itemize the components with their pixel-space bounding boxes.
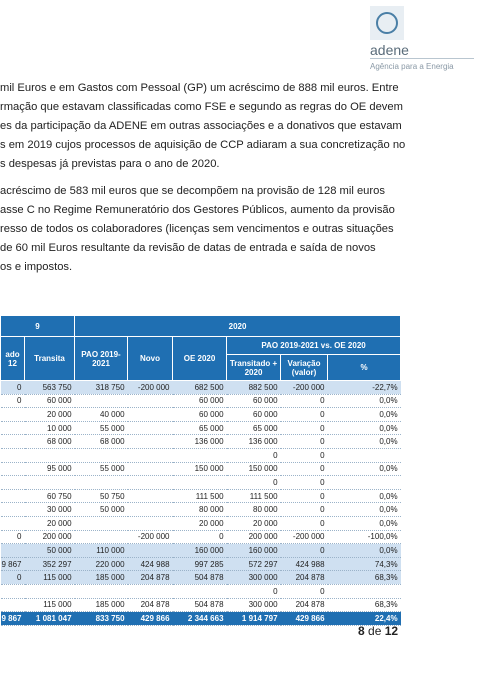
table-cell: 68 000 (75, 435, 128, 449)
table-cell: 0 (281, 503, 328, 517)
table-cell: 68,3% (328, 598, 401, 612)
table-cell: 136 000 (227, 435, 281, 449)
table-cell (328, 476, 401, 490)
table-cell: 0 (227, 476, 281, 490)
table-row (1, 557, 401, 571)
logo-name: adene (370, 42, 409, 58)
logo-tagline: Agência para a Energia (370, 62, 454, 71)
table-cell (75, 584, 128, 598)
table-cell: 682 500 (173, 381, 227, 395)
table-cell: 115 000 (25, 571, 75, 585)
table-cell: 60 000 (173, 394, 227, 408)
table-cell: 0,0% (328, 544, 401, 558)
table-cell: 150 000 (227, 462, 281, 476)
table-cell: 563 750 (25, 381, 75, 395)
text-line: rmação que estavam classificadas como FSE e segundo as regras do OE devem (0, 101, 403, 113)
table-cell: 55 000 (75, 421, 128, 435)
text-line: s despesas já previstas para o ano de 2020. (0, 158, 220, 170)
table-cell: 160 000 (173, 544, 227, 558)
table-cell: 2 344 663 (173, 612, 227, 626)
table-cell (75, 516, 128, 530)
table-cell: 60 000 (227, 394, 281, 408)
table-cell: 0 (281, 421, 328, 435)
table-cell (128, 421, 173, 435)
table-cell (128, 408, 173, 422)
table-row (1, 394, 401, 408)
table-cell: 200 000 (227, 530, 281, 544)
table-cell: 55 000 (75, 462, 128, 476)
table-cell (328, 584, 401, 598)
table-cell: 1 081 047 (25, 612, 75, 626)
table-cell: -200 000 (281, 530, 328, 544)
logo-divider (370, 58, 474, 59)
table-cell (75, 394, 128, 408)
table-cell: 200 000 (25, 530, 75, 544)
table-cell: 504 878 (173, 598, 227, 612)
table-cell: 185 000 (75, 571, 128, 585)
table-cell: 0,0% (328, 489, 401, 503)
table-cell: 0,0% (328, 421, 401, 435)
table-cell: 0 (281, 544, 328, 558)
table-cell: 20 000 (25, 516, 75, 530)
table-cell: 10 000 (25, 421, 75, 435)
table-row (1, 571, 401, 585)
table-cell (25, 448, 75, 462)
table-cell: 504 878 (173, 571, 227, 585)
table-cell: 220 000 (75, 557, 128, 571)
table-cell: 0 (1, 571, 25, 585)
table-cell: 60 000 (173, 408, 227, 422)
table-cell: 0 (281, 584, 328, 598)
table-cell: 0,0% (328, 516, 401, 530)
table-cell: 0,0% (328, 408, 401, 422)
table-cell: 352 297 (25, 557, 75, 571)
table-cell: 68,3% (328, 571, 401, 585)
table-cell (128, 435, 173, 449)
table-row (1, 408, 401, 422)
table-cell (128, 544, 173, 558)
table-cell: 160 000 (227, 544, 281, 558)
table-cell: 110 000 (75, 544, 128, 558)
table-cell (1, 584, 25, 598)
table-cell: 0 (281, 435, 328, 449)
table-cell: 0 (1, 381, 25, 395)
col-header-pao: PAO 2019-2021 (75, 337, 128, 381)
table-cell: 22,4% (328, 612, 401, 626)
table-cell: 0 (1, 394, 25, 408)
table-cell: 1 914 797 (227, 612, 281, 626)
table-cell (1, 408, 25, 422)
table-cell: 80 000 (173, 503, 227, 517)
table-cell (128, 476, 173, 490)
table-row (1, 503, 401, 517)
col-header-transita: Transita (25, 337, 75, 381)
budget-table (0, 315, 401, 626)
table-cell: 0 (281, 448, 328, 462)
table-cell: 0 (1, 530, 25, 544)
table-cell (1, 435, 25, 449)
table-cell (128, 503, 173, 517)
table-cell: 0 (173, 530, 227, 544)
table-cell: 9 867 (1, 612, 25, 626)
paragraph-gastos (0, 79, 470, 174)
table-cell (128, 489, 173, 503)
table-row (1, 598, 401, 612)
table-cell (173, 584, 227, 598)
table-cell (75, 476, 128, 490)
table-cell: 95 000 (25, 462, 75, 476)
col-header-transitado: ado 12 (1, 337, 25, 381)
table-cell: 40 000 (75, 408, 128, 422)
text-line: mil Euros e em Gastos com Pessoal (GP) um acréscimo de 888 mil euros. Entre (0, 82, 399, 94)
group-header-pao-vs-oe: PAO 2019-2021 vs. OE 2020 (227, 337, 401, 355)
table-cell (1, 503, 25, 517)
table-cell: 30 000 (25, 503, 75, 517)
adene-logo (370, 6, 474, 82)
table-cell (173, 476, 227, 490)
table-cell (1, 544, 25, 558)
table-row (1, 421, 401, 435)
text-line: acréscimo de 583 mil euros que se decompõem na provisão de 128 mil euros (0, 185, 385, 197)
table-cell: 0 (227, 448, 281, 462)
table-cell: 0 (281, 489, 328, 503)
table-cell: 74,3% (328, 557, 401, 571)
col-header-oe2020: OE 2020 (173, 337, 227, 381)
table-cell: 997 285 (173, 557, 227, 571)
table-cell: 204 878 (128, 571, 173, 585)
table-row (1, 462, 401, 476)
table-cell (1, 489, 25, 503)
text-line: es da participação da ADENE em outras associações e a donativos que estavam (0, 120, 402, 132)
table-cell (128, 394, 173, 408)
table-cell: 0 (281, 408, 328, 422)
table-cell: 572 297 (227, 557, 281, 571)
table-cell (1, 476, 25, 490)
header-year-2020: 2020 (75, 316, 401, 337)
table-cell (75, 448, 128, 462)
table-cell: 833 750 (75, 612, 128, 626)
header-year-2019: 9 (1, 316, 75, 337)
table-cell: 300 000 (227, 598, 281, 612)
text-line: os e impostos. (0, 261, 73, 273)
page-number: 8 de 12 (358, 624, 399, 638)
table-cell: 60 000 (25, 394, 75, 408)
table-row (1, 516, 401, 530)
table-cell: 424 988 (128, 557, 173, 571)
table-cell: 50 000 (25, 544, 75, 558)
table-cell (128, 516, 173, 530)
table-cell: 111 500 (173, 489, 227, 503)
col-header-pct: % (328, 355, 401, 381)
table-cell: 429 866 (128, 612, 173, 626)
table-cell: -200 000 (128, 381, 173, 395)
table-cell: 204 878 (281, 598, 328, 612)
table-cell: -200 000 (281, 381, 328, 395)
total-row (1, 612, 401, 626)
table-cell: 111 500 (227, 489, 281, 503)
table-cell (1, 448, 25, 462)
text-line: resso de todos os colaboradores (licenças sem vencimentos e outras situações (0, 223, 394, 235)
table-row (1, 530, 401, 544)
table-cell (75, 530, 128, 544)
table-cell: 20 000 (227, 516, 281, 530)
text-line: de 60 mil Euros resultante da revisão de datas de entrada e saída de novos (0, 242, 376, 254)
paragraph-pessoal (0, 182, 470, 277)
table-cell: 136 000 (173, 435, 227, 449)
table-cell: 204 878 (128, 598, 173, 612)
table-row (1, 381, 401, 395)
table-cell (25, 584, 75, 598)
table-cell: 60 000 (227, 408, 281, 422)
table-row (1, 435, 401, 449)
table-cell: 882 500 (227, 381, 281, 395)
table-row (1, 544, 401, 558)
table-cell: 0 (281, 516, 328, 530)
table-cell: -100,0% (328, 530, 401, 544)
table-cell (173, 448, 227, 462)
table-cell (128, 584, 173, 598)
table-cell (1, 598, 25, 612)
table-cell: 0 (281, 476, 328, 490)
adene-logo-mark (370, 6, 404, 40)
table-cell: 0,0% (328, 394, 401, 408)
table-cell: 300 000 (227, 571, 281, 585)
table-cell: 0 (281, 462, 328, 476)
table-cell: 424 988 (281, 557, 328, 571)
table-cell (25, 476, 75, 490)
table-cell (128, 448, 173, 462)
table-cell: 50 750 (75, 489, 128, 503)
table-cell: 0,0% (328, 435, 401, 449)
col-header-novo: Novo (128, 337, 173, 381)
table-cell: 0 (281, 394, 328, 408)
table-cell: 115 000 (25, 598, 75, 612)
text-line: asse C no Regime Remuneratório dos Gestores Públicos, aumento da provisão (0, 204, 395, 216)
text-line: s em 2019 cujos processos de aquisição de CCP adiaram a sua concretização no (0, 139, 406, 151)
table-cell: 150 000 (173, 462, 227, 476)
table-row (1, 489, 401, 503)
table-cell: -200 000 (128, 530, 173, 544)
table-cell (128, 462, 173, 476)
table-cell: 185 000 (75, 598, 128, 612)
table-cell: 50 000 (75, 503, 128, 517)
table-cell: -22,7% (328, 381, 401, 395)
table-cell: 0,0% (328, 462, 401, 476)
table-cell (1, 421, 25, 435)
table-row (1, 584, 401, 598)
table-row (1, 476, 401, 490)
table-cell: 80 000 (227, 503, 281, 517)
table-cell (328, 448, 401, 462)
table-cell: 68 000 (25, 435, 75, 449)
table-cell: 9 867 (1, 557, 25, 571)
table-cell: 318 750 (75, 381, 128, 395)
table-cell: 65 000 (227, 421, 281, 435)
table-cell: 20 000 (173, 516, 227, 530)
table-row (1, 448, 401, 462)
table-cell (1, 516, 25, 530)
table-cell (1, 462, 25, 476)
table-cell: 0,0% (328, 503, 401, 517)
table-cell: 20 000 (25, 408, 75, 422)
table-cell: 429 866 (281, 612, 328, 626)
table-cell: 65 000 (173, 421, 227, 435)
table-cell: 204 878 (281, 571, 328, 585)
table-cell: 60 750 (25, 489, 75, 503)
col-header-transitado-2020: Transitado + 2020 (227, 355, 281, 381)
col-header-variacao: Variação (valor) (281, 355, 328, 381)
table-cell: 0 (227, 584, 281, 598)
